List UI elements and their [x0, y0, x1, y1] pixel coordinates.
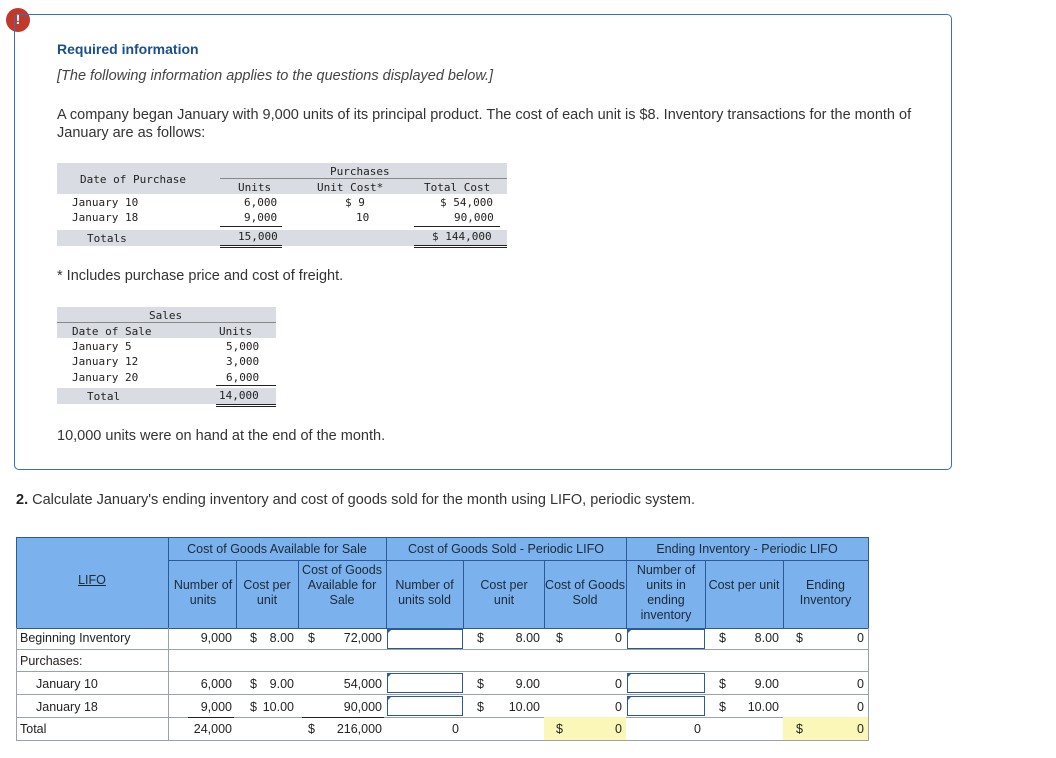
purchases-col-total-cost: Total Cost [424, 181, 491, 194]
dollar-sign: $ [250, 631, 257, 645]
sales-row-date: January 5 [72, 340, 132, 353]
dollar-sign: $ [719, 700, 726, 714]
dollar-sign: $ [308, 722, 315, 736]
cogs-cost-per-unit: 9.00 [515, 677, 540, 691]
total-units-sold: 0 [452, 722, 459, 736]
purchases-row-total-cost: $ 54,000 [440, 196, 493, 209]
col-cost-of-goods-sold: Cost of Goods Sold [545, 578, 625, 607]
ei-cost-per-unit: 10.00 [747, 700, 779, 714]
sales-col-units: Units [219, 325, 253, 338]
group-cost-of-goods-sold: Cost of Goods Sold - Periodic LIFO [408, 542, 604, 556]
purchases-col-date: Date of Purchase [80, 173, 186, 186]
dollar-sign: $ [250, 700, 257, 714]
total-ending-units: 0 [694, 722, 701, 736]
dollar-sign: $ [556, 631, 563, 645]
cogs-cost-per-unit: 8.00 [515, 631, 540, 645]
question-prompt [16, 492, 695, 508]
units-sold-input[interactable] [387, 629, 463, 649]
ei-amount: 0 [857, 677, 864, 691]
units-on-hand-text: 10,000 units were on hand at the end of the month. [57, 428, 386, 444]
dollar-sign: $ [796, 722, 803, 736]
cogs-amount: 0 [615, 677, 622, 691]
dollar-sign: $ [719, 677, 726, 691]
required-info-note: [The following information applies to the questions displayed below.] [57, 68, 494, 84]
dollar-sign: $ [308, 631, 315, 645]
purchases-row-units: 6,000 [244, 196, 278, 209]
cga-units: 9,000 [200, 631, 232, 645]
cga-amount: 54,000 [343, 677, 382, 691]
units-sold-input[interactable] [387, 673, 463, 693]
dollar-sign: $ [477, 631, 484, 645]
purchases-col-unit-cost: Unit Cost* [317, 181, 384, 194]
lifo-answer-table [16, 537, 868, 741]
purchases-row-total-cost: 90,000 [454, 211, 494, 224]
col-ending-inventory: Ending Inventory [799, 578, 852, 607]
purchases-totals-units: 15,000 [238, 230, 278, 243]
col-ending-inventory-units: Number of units in ending inventory [636, 563, 696, 622]
purchases-row-units: 9,000 [244, 211, 278, 224]
cogs-amount: 0 [615, 700, 622, 714]
total-cga-units: 24,000 [193, 722, 232, 736]
col-ei-cost-per-unit: Cost per unit [708, 578, 780, 592]
purchases-totals-label: Totals [87, 232, 127, 245]
total-cga-amount: 216,000 [336, 722, 382, 736]
row-label: Beginning Inventory [20, 631, 131, 645]
group-cost-of-goods-available: Cost of Goods Available for Sale [187, 542, 367, 556]
purchases-footnote: * Includes purchase price and cost of freight. [57, 268, 344, 284]
sales-row-units: 5,000 [226, 340, 260, 353]
ei-cost-per-unit: 8.00 [754, 631, 779, 645]
ending-units-input[interactable] [627, 629, 705, 649]
ending-units-input[interactable] [627, 696, 705, 716]
dollar-sign: $ [556, 722, 563, 736]
total-cogs-amount: 0 [615, 722, 622, 736]
purchases-row-date: January 10 [72, 196, 139, 209]
purchases-row-unit-cost: $ 9 [345, 196, 365, 209]
question-text: Calculate January's ending inventory and cost of goods sold for the month using LIFO, periodic system. [32, 492, 695, 508]
sales-col-date: Date of Sale [72, 325, 152, 338]
total-ei-amount: 0 [857, 722, 864, 736]
cogs-amount: 0 [615, 631, 622, 645]
dollar-sign: $ [250, 677, 257, 691]
cga-amount: 90,000 [343, 700, 382, 714]
col-cogs-cost-per-unit: Cost per unit [480, 578, 528, 607]
purchases-row-date: January 18 [72, 211, 139, 224]
sales-total-units: 14,000 [219, 389, 259, 402]
cga-cost-per-unit: 8.00 [269, 631, 294, 645]
dollar-sign: $ [796, 631, 803, 645]
sales-row-units: 3,000 [226, 355, 260, 368]
cga-units: 9,000 [200, 700, 232, 714]
sales-row-date: January 20 [72, 371, 139, 384]
sales-row-units: 6,000 [226, 371, 260, 384]
sales-group-header: Sales [149, 309, 183, 322]
ending-units-input[interactable] [627, 673, 705, 693]
alert-icon: ! [6, 8, 30, 32]
lifo-method-link[interactable]: LIFO [78, 573, 106, 587]
row-label: January 10 [36, 677, 98, 691]
sales-total-label: Total [87, 390, 121, 403]
purchases-row-unit-cost: 10 [356, 211, 370, 224]
col-units-sold: Number of units sold [395, 578, 454, 607]
ei-amount: 0 [857, 631, 864, 645]
row-label: January 18 [36, 700, 98, 714]
ei-amount: 0 [857, 700, 864, 714]
cga-amount: 72,000 [343, 631, 382, 645]
purchases-totals-cost: $ 144,000 [432, 230, 492, 243]
cogs-cost-per-unit: 10.00 [508, 700, 540, 714]
ei-cost-per-unit: 9.00 [754, 677, 779, 691]
purchases-col-units: Units [238, 181, 272, 194]
row-purchases-label: Purchases: [20, 654, 83, 668]
units-sold-input[interactable] [387, 696, 463, 716]
required-info-title: Required information [57, 41, 199, 57]
intro-text: A company began January with 9,000 units of its principal product. The cost of each unit is $8. Inventory transactions for the month of January are as follows: [57, 107, 912, 141]
cga-cost-per-unit: 10.00 [262, 700, 294, 714]
dollar-sign: $ [719, 631, 726, 645]
group-ending-inventory: Ending Inventory - Periodic LIFO [656, 542, 838, 556]
cga-units: 6,000 [200, 677, 232, 691]
dollar-sign: $ [477, 677, 484, 691]
row-label: Total [20, 722, 47, 736]
cga-cost-per-unit: 9.00 [269, 677, 294, 691]
sales-row-date: January 12 [72, 355, 139, 368]
purchases-group-header: Purchases [330, 165, 390, 178]
col-number-of-units: Number of units [173, 578, 233, 607]
col-cost-per-unit: Cost per unit [243, 578, 291, 607]
question-number: 2. [16, 492, 29, 508]
dollar-sign: $ [477, 700, 484, 714]
col-cost-of-goods-available: Cost of Goods Available for Sale [302, 563, 382, 607]
